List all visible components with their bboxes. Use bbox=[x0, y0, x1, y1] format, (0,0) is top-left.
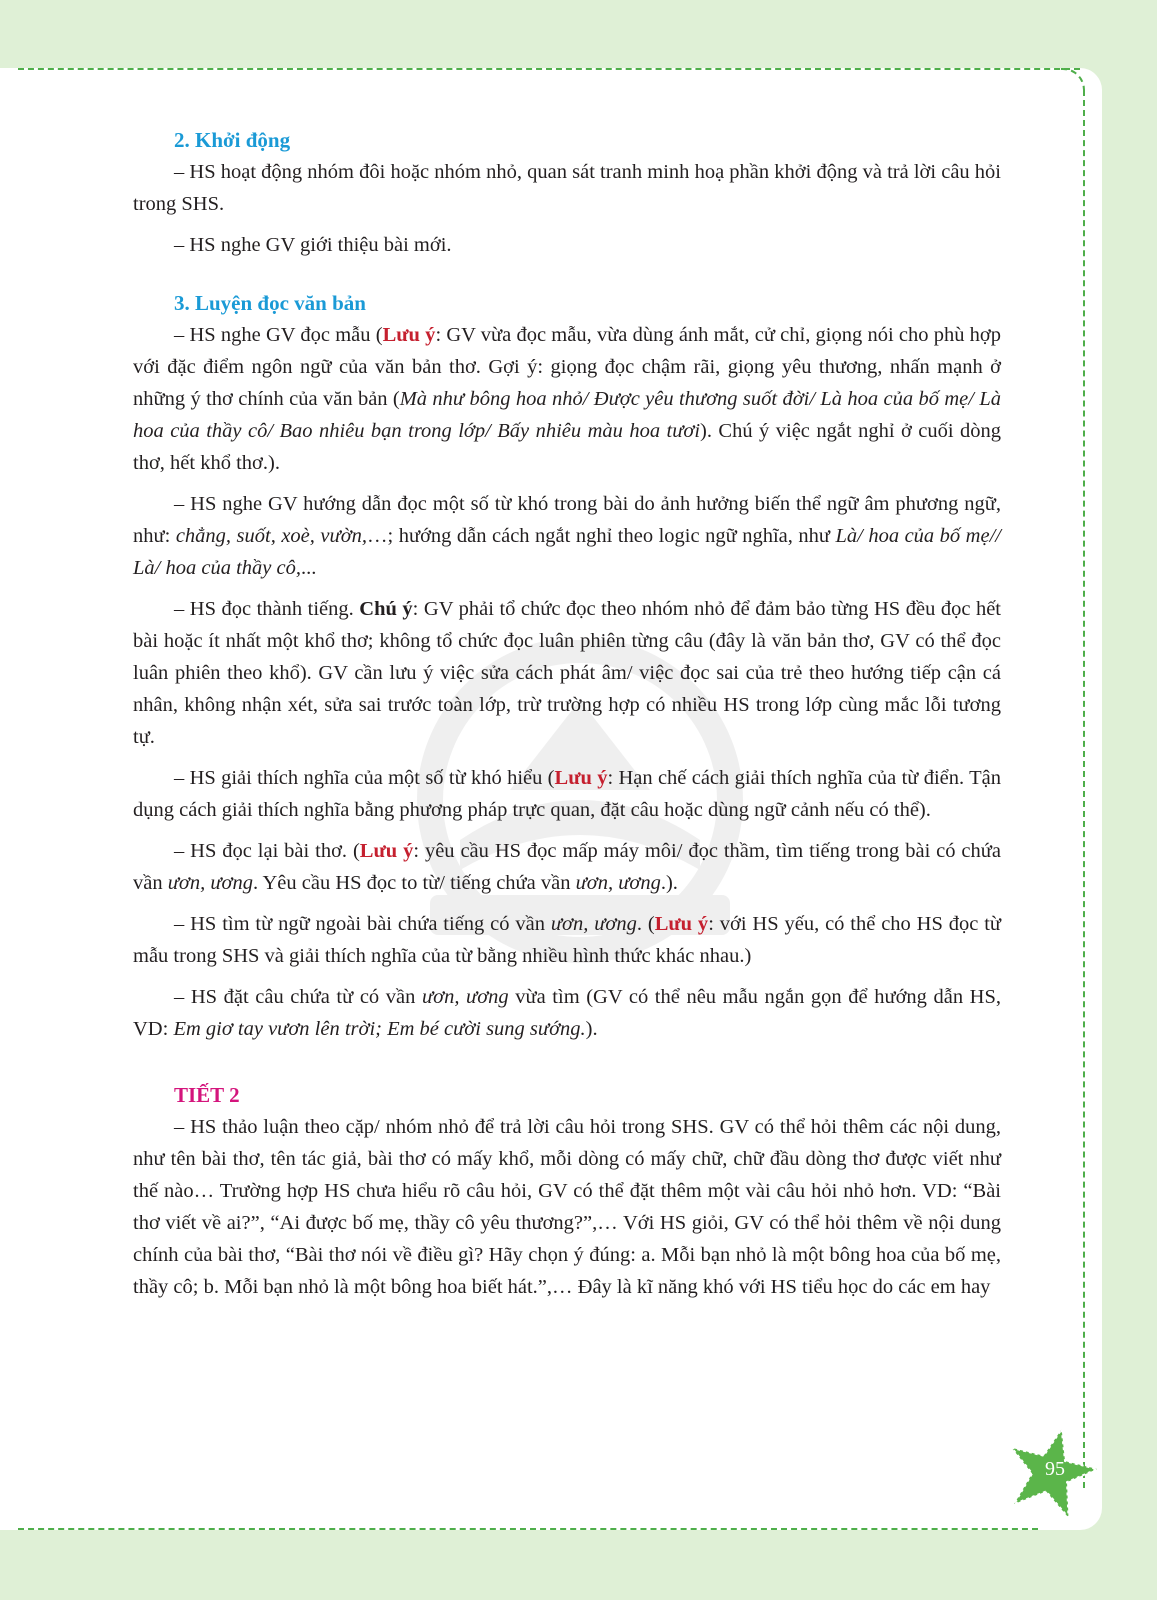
note-label: Lưu ý bbox=[554, 767, 608, 789]
note-label: Lưu ý bbox=[359, 840, 414, 862]
heading-khoi-dong: 2. Khởi động bbox=[174, 128, 291, 152]
document-body bbox=[133, 120, 1001, 1312]
page-number: 95 bbox=[1045, 1458, 1065, 1480]
paragraph: – HS đặt câu chứa từ có vần ươn, ương vừa tìm (GV có thể nêu mẫu ngắn gọn để hướng dẫn HS, VD: Em giơ tay vươn lên trời; Em bé cười sung sướng.). bbox=[133, 986, 1002, 1040]
paragraph: – HS nghe GV giới thiệu bài mới. bbox=[174, 234, 452, 256]
top-dashed-border bbox=[18, 68, 1080, 70]
bottom-dashed-border bbox=[18, 1528, 1038, 1530]
right-dashed-border bbox=[1083, 90, 1085, 1488]
paragraph: – HS đọc thành tiếng. Chú ý: GV phải tổ chức đọc theo nhóm nhỏ để đảm bảo từng HS đều đọc hết bài hoặc ít nhất một khổ thơ; không tổ chức đọc luân phiên từng câu (đây là văn bản thơ, GV có thể đọc luân phiên theo khổ). GV cần lưu ý việc sửa cách phát âm/ việc đọc sai của trẻ theo hướng tiếp cận cá nhân, không nhận xét, sửa sai trước toàn lớp, trừ trường hợp có nhiều HS trong lớp cùng mắc lỗi tương tự. bbox=[133, 598, 1001, 748]
note-label: Lưu ý bbox=[654, 913, 709, 935]
heading-luyen-doc: 3. Luyện đọc văn bản bbox=[174, 291, 366, 315]
paragraph: – HS nghe GV hướng dẫn đọc một số từ khó trong bài do ảnh hưởng biến thể ngữ âm phương ngữ, như: chẳng, suốt, xoè, vườn,…; hướng dẫn cách ngắt nghỉ theo logic ngữ nghĩa, như Là/ hoa của bố mẹ// Là/ hoa của thầy cô,... bbox=[133, 493, 1001, 579]
paragraph: – HS nghe GV đọc mẫu (Lưu ý: GV vừa đọc mẫu, vừa dùng ánh mắt, cử chỉ, giọng nói cho phù hợp với đặc điểm ngôn ngữ của văn bản thơ. Gợi ý: giọng đọc chậm rãi, giọng yêu thương, nhấn mạnh ở những ý thơ chính của văn bản (Mà như bông hoa nhỏ/ Được yêu thương suốt đời/ Là hoa của bố mẹ/ Là hoa của thầy cô/ Bao nhiêu bạn trong lớp/ Bấy nhiêu màu hoa tươi). Chú ý việc ngắt nghỉ ở cuối dòng thơ, hết khổ thơ.). bbox=[133, 324, 1002, 474]
paragraph: – HS thảo luận theo cặp/ nhóm nhỏ để trả lời câu hỏi trong SHS. GV có thể hỏi thêm các nội dung, như tên bài thơ, tên tác giả, bài thơ có mấy khổ, mỗi dòng có mấy chữ, chữ đầu dòng thơ được viết như thế nào… Trường hợp HS chưa hiểu rõ câu hỏi, GV có thể đặt thêm một vài câu hỏi nhỏ hơn. VD: “Bài thơ viết về ai?”, “Ai được bố mẹ, thầy cô yêu thương?”,… Với HS giỏi, GV có thể hỏi thêm về nội dung chính của bài thơ, “Bài thơ nói về điều gì? Hãy chọn ý đúng: a. Mỗi bạn nhỏ là một bông hoa của bố mẹ, thầy cô; b. Mỗi bạn nhỏ là một bông hoa biết hát.”,… Đây là kĩ năng khó với HS tiểu học do các em hay bbox=[133, 1116, 1001, 1298]
note-label: Chú ý bbox=[359, 598, 413, 620]
paragraph: – HS đọc lại bài thơ. (Lưu ý: yêu cầu HS đọc mấp máy môi/ đọc thầm, tìm tiếng trong bài có chứa vần ươn, ương. Yêu cầu HS đọc to từ/ tiếng chứa vần ươn, ương.). bbox=[133, 840, 1001, 894]
paragraph: – HS hoạt động nhóm đôi hoặc nhóm nhỏ, quan sát tranh minh hoạ phần khởi động và trả lời câu hỏi trong SHS. bbox=[133, 161, 1001, 215]
paragraph: – HS tìm từ ngữ ngoài bài chứa tiếng có vần ươn, ương. (Lưu ý: với HS yếu, có thể cho HS đọc từ mẫu trong SHS và giải thích nghĩa của từ bằng nhiều hình thức khác nhau.) bbox=[133, 913, 1002, 967]
paragraph: – HS giải thích nghĩa của một số từ khó hiểu (Lưu ý: Hạn chế cách giải thích nghĩa của từ điển. Tận dụng cách giải thích nghĩa bằng phương pháp trực quan, đặt câu hoặc dùng ngữ cảnh nếu có thể). bbox=[133, 767, 1001, 821]
note-label: Lưu ý bbox=[382, 324, 436, 346]
heading-tiet-2: TIẾT 2 bbox=[174, 1083, 240, 1107]
